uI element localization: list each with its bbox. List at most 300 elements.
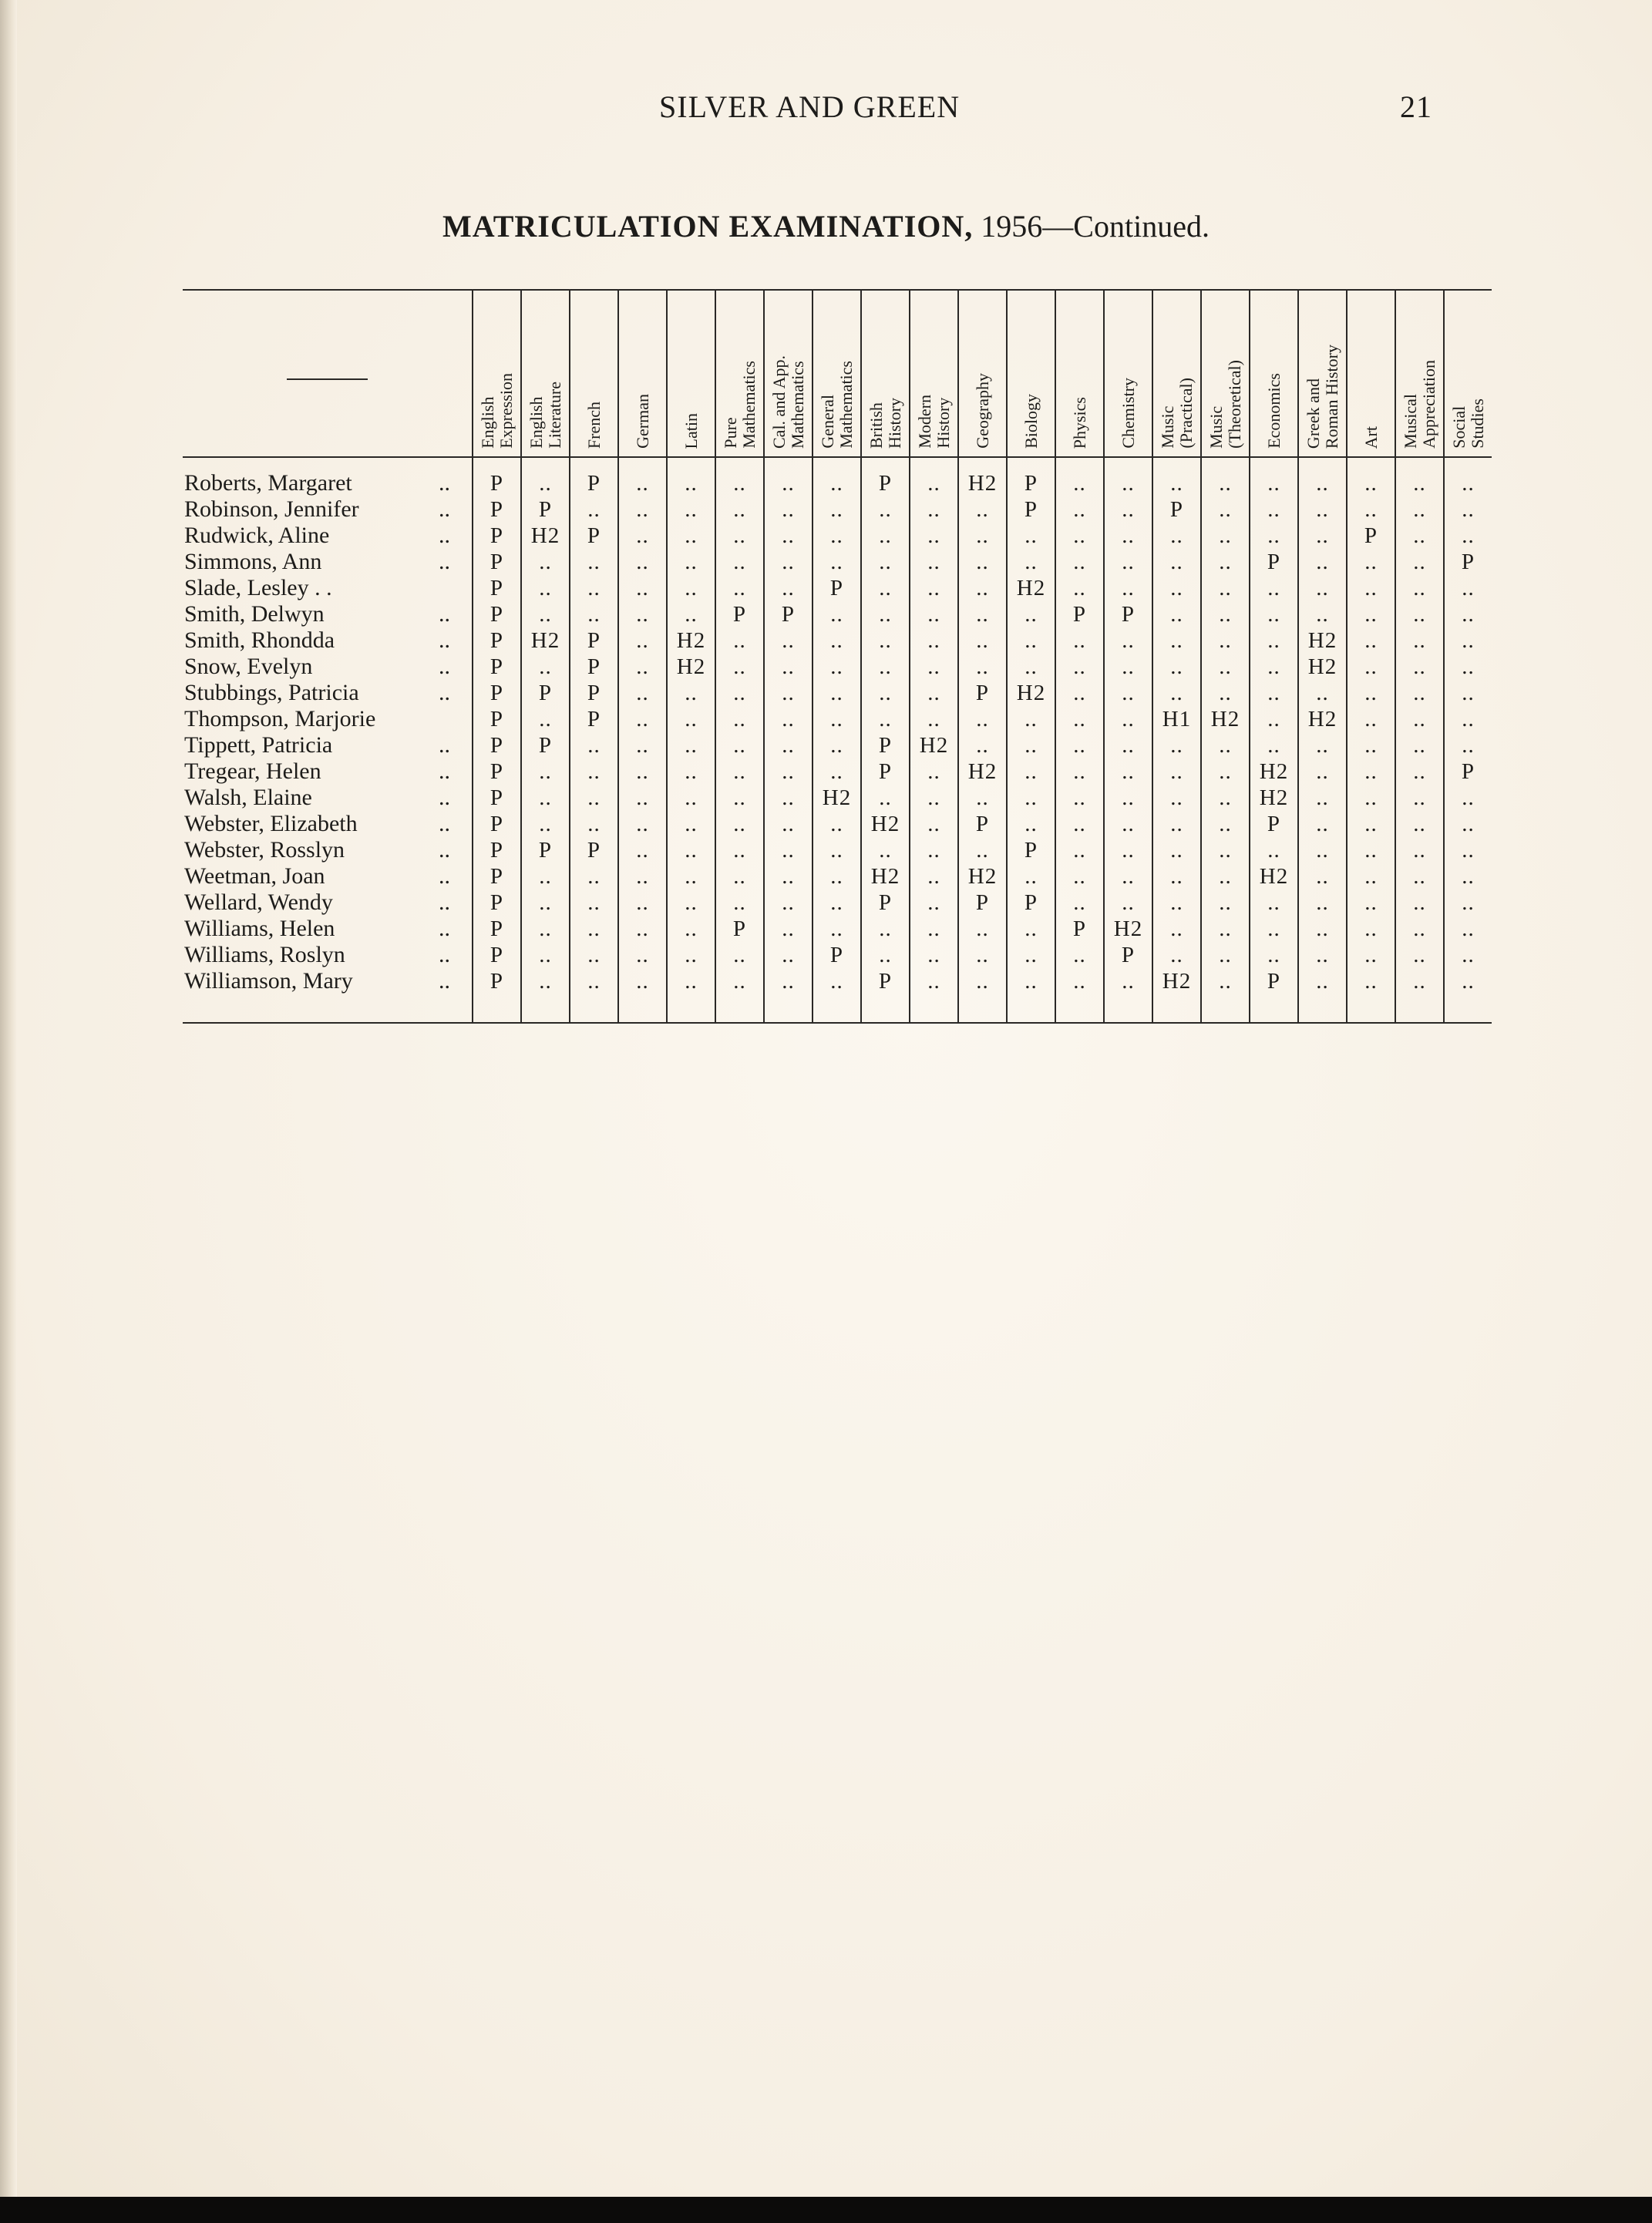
- result-cell: ..: [1444, 811, 1492, 837]
- result-cell: H2: [861, 811, 910, 837]
- result-cell: ..: [1104, 758, 1152, 785]
- result-cell: P: [1007, 496, 1055, 523]
- result-cell: P: [1444, 549, 1492, 575]
- result-cell: ..: [1201, 968, 1250, 1023]
- result-cell: ..: [667, 732, 715, 758]
- result-cell: H2: [1007, 575, 1055, 601]
- student-name-cell: [183, 758, 473, 785]
- table-row: [183, 549, 1492, 575]
- result-cell: H2: [1298, 654, 1347, 680]
- result-cell: ..: [910, 523, 958, 549]
- subject-label: Cal. and App. Mathematics: [769, 355, 807, 449]
- result-cell: ..: [1298, 523, 1347, 549]
- result-cell: ..: [861, 601, 910, 627]
- result-cell: ..: [667, 863, 715, 890]
- result-cell: ..: [1104, 575, 1152, 601]
- result-cell: ..: [813, 863, 861, 890]
- subject-header: [1104, 290, 1152, 457]
- scan-bottom-edge: [0, 2197, 1652, 2223]
- result-cell: P: [473, 575, 521, 601]
- table-row: [183, 758, 1492, 785]
- result-cell: H1: [1152, 706, 1201, 732]
- result-cell: P: [958, 680, 1007, 706]
- result-cell: ..: [1152, 601, 1201, 627]
- result-cell: ..: [1201, 890, 1250, 916]
- result-cell: P: [1250, 549, 1298, 575]
- result-cell: ..: [1395, 523, 1444, 549]
- result-cell: ..: [715, 732, 764, 758]
- result-cell: ..: [618, 942, 667, 968]
- result-cell: ..: [1395, 496, 1444, 523]
- result-cell: ..: [1055, 627, 1104, 654]
- result-cell: ..: [1298, 837, 1347, 863]
- dot-leader: ..: [439, 890, 450, 915]
- result-cell: ..: [1152, 916, 1201, 942]
- result-cell: P: [861, 732, 910, 758]
- result-cell: ..: [667, 680, 715, 706]
- result-cell: ..: [1298, 942, 1347, 968]
- student-name: Smith, Rhondda: [184, 627, 335, 653]
- result-cell: ..: [1152, 457, 1201, 496]
- result-cell: ..: [1007, 523, 1055, 549]
- result-cell: ..: [667, 758, 715, 785]
- result-cell: ..: [715, 654, 764, 680]
- result-cell: ..: [861, 942, 910, 968]
- result-cell: ..: [618, 916, 667, 942]
- result-cell: ..: [958, 706, 1007, 732]
- subject-header: [1347, 290, 1395, 457]
- result-cell: ..: [715, 890, 764, 916]
- result-cell: P: [570, 457, 618, 496]
- result-cell: ..: [861, 575, 910, 601]
- result-cell: ..: [1298, 890, 1347, 916]
- result-cell: H2: [1250, 785, 1298, 811]
- result-cell: ..: [1298, 811, 1347, 837]
- result-cell: ..: [1201, 627, 1250, 654]
- result-cell: P: [473, 942, 521, 968]
- table-row: [183, 785, 1492, 811]
- result-cell: ..: [1055, 942, 1104, 968]
- result-cell: H2: [1007, 680, 1055, 706]
- result-cell: ..: [1250, 732, 1298, 758]
- subject-label: Physics: [1069, 396, 1089, 449]
- table-row: [183, 916, 1492, 942]
- result-cell: P: [473, 916, 521, 942]
- result-cell: ..: [1444, 654, 1492, 680]
- result-cell: ..: [1201, 496, 1250, 523]
- result-cell: P: [1007, 890, 1055, 916]
- result-cell: ..: [764, 680, 813, 706]
- result-cell: P: [715, 601, 764, 627]
- result-cell: ..: [813, 549, 861, 575]
- result-cell: ..: [861, 706, 910, 732]
- result-cell: ..: [570, 942, 618, 968]
- result-cell: ..: [764, 785, 813, 811]
- result-cell: P: [570, 654, 618, 680]
- result-cell: ..: [1395, 837, 1444, 863]
- result-cell: P: [958, 890, 1007, 916]
- student-name: Smith, Delwyn: [184, 601, 325, 627]
- heading-continued: 1956—Continued.: [973, 209, 1210, 244]
- result-cell: ..: [1250, 523, 1298, 549]
- result-cell: ..: [1250, 627, 1298, 654]
- result-cell: ..: [1444, 890, 1492, 916]
- result-cell: ..: [1104, 785, 1152, 811]
- result-cell: ..: [1201, 942, 1250, 968]
- result-cell: ..: [910, 758, 958, 785]
- result-cell: ..: [1395, 811, 1444, 837]
- result-cell: H2: [1250, 863, 1298, 890]
- result-cell: ..: [813, 523, 861, 549]
- dot-leader: ..: [439, 523, 450, 548]
- result-cell: P: [521, 837, 570, 863]
- result-cell: ..: [1055, 758, 1104, 785]
- running-title: SILVER AND GREEN: [659, 89, 961, 124]
- result-cell: ..: [813, 758, 861, 785]
- result-cell: ..: [1201, 811, 1250, 837]
- student-name: Simmons, Ann: [184, 549, 322, 574]
- table-row: [183, 654, 1492, 680]
- subject-label: Latin: [681, 412, 701, 449]
- result-cell: ..: [1347, 654, 1395, 680]
- subject-header: [1444, 290, 1492, 457]
- subject-header: [764, 290, 813, 457]
- student-name: Williamson, Mary: [184, 968, 353, 994]
- result-cell: ..: [1444, 785, 1492, 811]
- result-cell: ..: [1055, 523, 1104, 549]
- result-cell: P: [1007, 457, 1055, 496]
- result-cell: P: [473, 549, 521, 575]
- result-cell: H2: [1250, 758, 1298, 785]
- result-cell: ..: [1055, 457, 1104, 496]
- student-name-cell: [183, 654, 473, 680]
- student-name: Wellard, Wendy: [184, 890, 333, 915]
- dot-leader: ..: [439, 496, 450, 522]
- table-row: [183, 627, 1492, 654]
- result-cell: ..: [618, 863, 667, 890]
- result-cell: ..: [861, 837, 910, 863]
- result-cell: ..: [1201, 837, 1250, 863]
- student-name: Williams, Roslyn: [184, 942, 345, 967]
- subject-header: [1055, 290, 1104, 457]
- result-cell: ..: [1395, 549, 1444, 575]
- results-table: [183, 289, 1492, 1027]
- result-cell: ..: [1250, 575, 1298, 601]
- subject-label: Greek and Roman History: [1303, 344, 1341, 449]
- result-cell: ..: [910, 785, 958, 811]
- result-cell: ..: [1007, 785, 1055, 811]
- result-cell: ..: [1152, 523, 1201, 549]
- result-cell: ..: [667, 575, 715, 601]
- result-cell: ..: [618, 523, 667, 549]
- result-cell: ..: [813, 732, 861, 758]
- result-cell: ..: [1444, 837, 1492, 863]
- result-cell: ..: [813, 496, 861, 523]
- result-cell: ..: [1152, 654, 1201, 680]
- result-cell: ..: [618, 706, 667, 732]
- result-cell: ..: [1152, 942, 1201, 968]
- result-cell: P: [1250, 968, 1298, 1023]
- result-cell: ..: [1201, 575, 1250, 601]
- table-row: [183, 523, 1492, 549]
- subject-header: [910, 290, 958, 457]
- result-cell: H2: [958, 863, 1007, 890]
- result-cell: ..: [715, 863, 764, 890]
- result-cell: ..: [715, 496, 764, 523]
- result-cell: ..: [1055, 654, 1104, 680]
- result-cell: P: [473, 863, 521, 890]
- result-cell: ..: [1104, 837, 1152, 863]
- result-cell: ..: [1444, 916, 1492, 942]
- result-cell: ..: [1347, 732, 1395, 758]
- student-name-cell: [183, 811, 473, 837]
- result-cell: ..: [813, 837, 861, 863]
- result-cell: ..: [1395, 654, 1444, 680]
- subject-label: Modern History: [914, 395, 953, 449]
- result-cell: P: [764, 601, 813, 627]
- table-row: [183, 863, 1492, 890]
- result-cell: ..: [861, 916, 910, 942]
- result-cell: H2: [1104, 916, 1152, 942]
- result-cell: P: [813, 942, 861, 968]
- result-cell: ..: [1152, 758, 1201, 785]
- result-cell: ..: [958, 785, 1007, 811]
- result-cell: ..: [521, 863, 570, 890]
- result-cell: ..: [521, 706, 570, 732]
- result-cell: ..: [1298, 732, 1347, 758]
- result-cell: ..: [910, 654, 958, 680]
- result-cell: ..: [1104, 968, 1152, 1023]
- student-name-cell: [183, 837, 473, 863]
- result-cell: P: [473, 680, 521, 706]
- result-cell: ..: [1347, 942, 1395, 968]
- result-cell: ..: [1152, 549, 1201, 575]
- result-cell: ..: [715, 680, 764, 706]
- dot-leader: ..: [439, 785, 450, 810]
- result-cell: ..: [861, 496, 910, 523]
- result-cell: P: [473, 496, 521, 523]
- student-name-cell: [183, 457, 473, 496]
- result-cell: ..: [618, 758, 667, 785]
- result-cell: ..: [521, 457, 570, 496]
- result-cell: ..: [813, 601, 861, 627]
- result-cell: ..: [1347, 680, 1395, 706]
- result-cell: ..: [861, 654, 910, 680]
- subject-label: General Mathematics: [817, 361, 856, 449]
- table-row: [183, 601, 1492, 627]
- result-cell: ..: [861, 523, 910, 549]
- result-cell: H2: [1298, 706, 1347, 732]
- result-cell: ..: [618, 496, 667, 523]
- result-cell: ..: [667, 916, 715, 942]
- subject-label: Musical Appreciation: [1400, 360, 1438, 449]
- result-cell: ..: [1201, 523, 1250, 549]
- result-cell: ..: [1395, 942, 1444, 968]
- result-cell: ..: [1007, 968, 1055, 1023]
- result-cell: ..: [618, 785, 667, 811]
- result-cell: ..: [715, 942, 764, 968]
- result-cell: ..: [910, 706, 958, 732]
- result-cell: ..: [618, 890, 667, 916]
- result-cell: ..: [1104, 654, 1152, 680]
- result-cell: ..: [1444, 496, 1492, 523]
- result-cell: ..: [1298, 457, 1347, 496]
- result-cell: P: [570, 680, 618, 706]
- result-cell: ..: [1347, 890, 1395, 916]
- result-cell: ..: [1104, 523, 1152, 549]
- result-cell: ..: [1201, 863, 1250, 890]
- result-cell: ..: [521, 758, 570, 785]
- result-cell: ..: [764, 758, 813, 785]
- table-row: [183, 706, 1492, 732]
- dot-leader: ..: [439, 680, 450, 705]
- result-cell: ..: [1347, 863, 1395, 890]
- result-cell: ..: [1055, 496, 1104, 523]
- table-row: [183, 968, 1492, 1023]
- student-name-cell: [183, 680, 473, 706]
- result-cell: ..: [1055, 680, 1104, 706]
- result-cell: ..: [1055, 968, 1104, 1023]
- result-cell: ..: [521, 654, 570, 680]
- result-cell: ..: [715, 811, 764, 837]
- dot-leader: ..: [439, 654, 450, 679]
- result-cell: ..: [570, 758, 618, 785]
- result-cell: ..: [1347, 811, 1395, 837]
- result-cell: P: [473, 732, 521, 758]
- result-cell: ..: [1347, 601, 1395, 627]
- result-cell: ..: [715, 457, 764, 496]
- result-cell: ..: [910, 916, 958, 942]
- student-name-cell: [183, 968, 473, 1023]
- result-cell: ..: [1444, 863, 1492, 890]
- result-cell: ..: [764, 890, 813, 916]
- result-cell: ..: [618, 575, 667, 601]
- result-cell: ..: [958, 837, 1007, 863]
- result-cell: P: [1104, 601, 1152, 627]
- result-cell: ..: [667, 785, 715, 811]
- result-cell: ..: [1395, 916, 1444, 942]
- result-cell: H2: [861, 863, 910, 890]
- result-cell: ..: [764, 837, 813, 863]
- result-cell: ..: [1055, 732, 1104, 758]
- table-row: [183, 457, 1492, 496]
- result-cell: H2: [813, 785, 861, 811]
- result-cell: ..: [715, 627, 764, 654]
- result-cell: ..: [521, 968, 570, 1023]
- result-cell: H2: [667, 627, 715, 654]
- result-cell: ..: [910, 837, 958, 863]
- result-cell: ..: [1055, 706, 1104, 732]
- name-column-header: [183, 290, 473, 457]
- result-cell: ..: [667, 811, 715, 837]
- student-name: Webster, Elizabeth: [184, 811, 358, 836]
- result-cell: ..: [1055, 549, 1104, 575]
- result-cell: ..: [910, 863, 958, 890]
- result-cell: ..: [1444, 968, 1492, 1023]
- result-cell: ..: [1444, 457, 1492, 496]
- result-cell: P: [473, 654, 521, 680]
- student-name-cell: [183, 732, 473, 758]
- result-cell: P: [813, 575, 861, 601]
- result-cell: P: [473, 837, 521, 863]
- result-cell: ..: [958, 942, 1007, 968]
- result-cell: ..: [764, 523, 813, 549]
- result-cell: ..: [1055, 811, 1104, 837]
- subject-label: Art: [1361, 425, 1381, 449]
- subject-label: Biology: [1021, 394, 1041, 449]
- result-cell: ..: [1055, 837, 1104, 863]
- result-cell: ..: [861, 549, 910, 575]
- page-binding-edge: [0, 0, 17, 2223]
- result-cell: ..: [764, 968, 813, 1023]
- result-cell: ..: [1347, 758, 1395, 785]
- result-cell: ..: [1395, 575, 1444, 601]
- result-cell: ..: [813, 706, 861, 732]
- result-cell: ..: [1055, 785, 1104, 811]
- result-cell: ..: [618, 457, 667, 496]
- result-cell: ..: [910, 680, 958, 706]
- result-cell: ..: [1250, 890, 1298, 916]
- subject-header: [715, 290, 764, 457]
- subject-header: [958, 290, 1007, 457]
- student-name-cell: [183, 496, 473, 523]
- result-cell: ..: [910, 942, 958, 968]
- result-cell: ..: [618, 654, 667, 680]
- student-name-cell: [183, 942, 473, 968]
- subject-header: [667, 290, 715, 457]
- result-cell: P: [1007, 837, 1055, 863]
- result-cell: ..: [1298, 680, 1347, 706]
- result-cell: ..: [910, 549, 958, 575]
- result-cell: ..: [1152, 680, 1201, 706]
- result-cell: H2: [667, 654, 715, 680]
- result-cell: ..: [1395, 457, 1444, 496]
- subject-label: English Literature: [526, 382, 564, 449]
- result-cell: ..: [715, 706, 764, 732]
- result-cell: ..: [618, 811, 667, 837]
- subject-label: German: [632, 394, 652, 449]
- dot-leader: ..: [439, 627, 450, 653]
- result-cell: ..: [1152, 575, 1201, 601]
- result-cell: P: [473, 785, 521, 811]
- result-cell: ..: [1201, 680, 1250, 706]
- result-cell: ..: [958, 549, 1007, 575]
- result-cell: ..: [1347, 627, 1395, 654]
- result-cell: P: [1055, 601, 1104, 627]
- result-cell: ..: [667, 942, 715, 968]
- student-name: Williams, Helen: [184, 916, 335, 941]
- result-cell: H2: [1201, 706, 1250, 732]
- result-cell: ..: [715, 968, 764, 1023]
- student-name-cell: [183, 863, 473, 890]
- result-cell: ..: [958, 732, 1007, 758]
- result-cell: ..: [667, 601, 715, 627]
- subject-header-row: [183, 290, 1492, 457]
- result-cell: ..: [1201, 601, 1250, 627]
- result-cell: ..: [1104, 549, 1152, 575]
- result-cell: ..: [1444, 523, 1492, 549]
- result-cell: ..: [1104, 496, 1152, 523]
- result-cell: ..: [1250, 457, 1298, 496]
- result-cell: ..: [1298, 785, 1347, 811]
- result-cell: ..: [1347, 916, 1395, 942]
- table-row: [183, 575, 1492, 601]
- result-cell: ..: [1201, 549, 1250, 575]
- subject-header: [521, 290, 570, 457]
- result-cell: ..: [1007, 654, 1055, 680]
- subject-label: Economics: [1263, 373, 1284, 449]
- result-cell: ..: [1395, 627, 1444, 654]
